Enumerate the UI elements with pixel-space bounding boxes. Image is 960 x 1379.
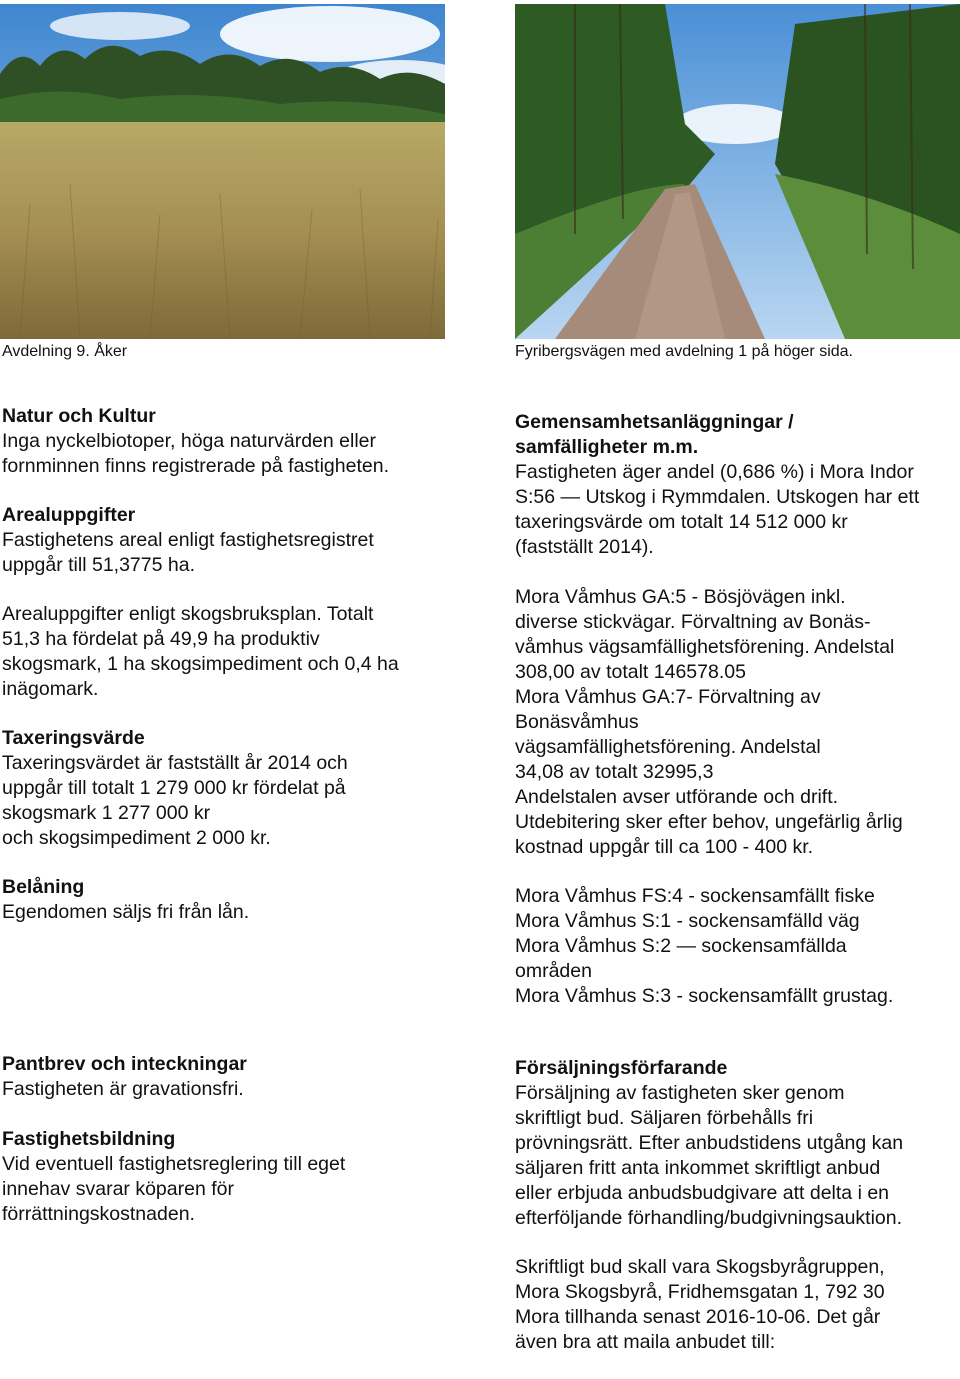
text-line: eller erbjuda anbudsbudgivare att delta i en xyxy=(515,1182,890,1204)
text-line: Mora Skogsbyrå, Fridhemsgatan 1, 792 30 xyxy=(515,1281,885,1303)
text-line: (fastställt 2014). xyxy=(515,536,654,558)
section-areal-plan xyxy=(2,602,447,702)
text-line: efterföljande förhandling/budgivningsauktion. xyxy=(515,1207,903,1229)
text-line: Mora Våmhus S:3 - sockensamfällt grustag. xyxy=(515,985,894,1007)
text-line: Utdebitering sker efter behov, ungefärlig årlig xyxy=(515,811,903,833)
section-gemensamhet xyxy=(515,410,960,560)
text-line: Mora Våmhus S:1 - sockensamfälld väg xyxy=(515,910,860,932)
section-heading: samfälligheter m.m. xyxy=(515,436,699,458)
photo-caption-left: Avdelning 9. Åker xyxy=(2,343,128,360)
text-line: Taxeringsvärdet är fastställt år 2014 och xyxy=(2,752,348,774)
text-line: och skogsimpediment 2 000 kr. xyxy=(2,827,271,849)
section-ga xyxy=(515,585,960,860)
text-line: Mora tillhanda senast 2016-10-06. Det går xyxy=(515,1306,881,1328)
text-line: Mora Våmhus GA:5 - Bösjövägen inkl. xyxy=(515,586,846,608)
text-line: Skriftligt bud skall vara Skogsbyrågruppen, xyxy=(515,1256,885,1278)
section-belaning xyxy=(2,875,447,925)
text-line: Andelstalen avser utförande och drift. xyxy=(515,786,839,808)
text-line: 308,00 av totalt 146578.05 xyxy=(515,661,746,683)
text-line: områden xyxy=(515,960,592,982)
section-heading: Taxeringsvärde xyxy=(2,727,145,749)
text-line: Mora Våmhus FS:4 - sockensamfällt fiske xyxy=(515,885,875,907)
text-line: även bra att maila anbudet till: xyxy=(515,1331,776,1353)
section-natur xyxy=(2,404,447,479)
section-heading: Pantbrev och inteckningar xyxy=(2,1053,247,1075)
text-line: Mora Våmhus S:2 — sockensamfällda xyxy=(515,935,847,957)
section-bud xyxy=(515,1255,960,1355)
section-pantbrev xyxy=(2,1052,447,1102)
text-line: Fastigheten är gravationsfri. xyxy=(2,1078,244,1100)
text-line: fornminnen finns registrerade på fastigheten. xyxy=(2,455,389,477)
text-line: förrättningskostnaden. xyxy=(2,1203,195,1225)
section-heading: Natur och Kultur xyxy=(2,405,156,427)
text-line: Inga nyckelbiotoper, höga naturvärden eller xyxy=(2,430,377,452)
section-taxering xyxy=(2,726,447,851)
text-line: våmhus vägsamfällighetsförening. Andelstal xyxy=(515,636,895,658)
text-line: 51,3 ha fördelat på 49,9 ha produktiv xyxy=(2,628,320,650)
text-line: 34,08 av totalt 32995,3 xyxy=(515,761,714,783)
section-forsaljning xyxy=(515,1056,960,1231)
text-line: innehav svarar köparen för xyxy=(2,1178,234,1200)
text-line: uppgår till 51,3775 ha. xyxy=(2,554,195,576)
text-line: Egendomen säljs fri från lån. xyxy=(2,901,250,923)
section-samfalligheter xyxy=(515,884,960,1009)
photo-caption-right: Fyribergsvägen med avdelning 1 på höger sida. xyxy=(515,343,853,360)
text-line: kostnad uppgår till ca 100 - 400 kr. xyxy=(515,836,814,858)
right-column-bottom xyxy=(515,1056,960,1379)
photo-field xyxy=(0,4,445,339)
section-heading: Fastighetsbildning xyxy=(2,1128,176,1150)
section-fastighetsbildning xyxy=(2,1127,447,1227)
section-heading: Försäljningsförfarande xyxy=(515,1057,728,1079)
section-heading: Belåning xyxy=(2,876,85,898)
section-heading: Arealuppgifter xyxy=(2,504,136,526)
text-line: Bonäsvåmhus xyxy=(515,711,639,733)
text-line: diverse stickvägar. Förvaltning av Bonäs- xyxy=(515,611,871,633)
text-line: Mora Våmhus GA:7- Förvaltning av xyxy=(515,686,821,708)
text-line: säljaren fritt anta inkommet skriftligt anbud xyxy=(515,1157,881,1179)
text-line: Fastigheten äger andel (0,686 %) i Mora Indor xyxy=(515,461,914,483)
text-line: Arealuppgifter enligt skogsbruksplan. Totalt xyxy=(2,603,374,625)
text-line: skogsmark 1 277 000 kr xyxy=(2,802,211,824)
text-line: prövningsrätt. Efter anbudstidens utgång kan xyxy=(515,1132,904,1154)
text-line: skriftligt bud. Säljaren förbehålls fri xyxy=(515,1107,814,1129)
text-line: vägsamfällighetsförening. Andelstal xyxy=(515,736,821,758)
text-line: taxeringsvärde om totalt 14 512 000 kr xyxy=(515,511,848,533)
photo-forest-road xyxy=(515,4,960,339)
text-line: S:56 — Utskog i Rymmdalen. Utskogen har ett xyxy=(515,486,920,508)
left-column-bottom xyxy=(2,1052,447,1251)
text-line: Försäljning av fastigheten sker genom xyxy=(515,1082,845,1104)
text-line: Vid eventuell fastighetsreglering till eget xyxy=(2,1153,346,1175)
section-areal xyxy=(2,503,447,578)
right-column-top xyxy=(515,410,960,1033)
text-line: skogsmark, 1 ha skogsimpediment och 0,4 ha xyxy=(2,653,399,675)
text-line: inägomark. xyxy=(2,678,99,700)
section-heading: Gemensamhetsanläggningar / xyxy=(515,411,794,433)
left-column-top xyxy=(2,404,447,949)
text-line: Fastighetens areal enligt fastighetsregistret xyxy=(2,529,374,551)
text-line: uppgår till totalt 1 279 000 kr fördelat på xyxy=(2,777,346,799)
